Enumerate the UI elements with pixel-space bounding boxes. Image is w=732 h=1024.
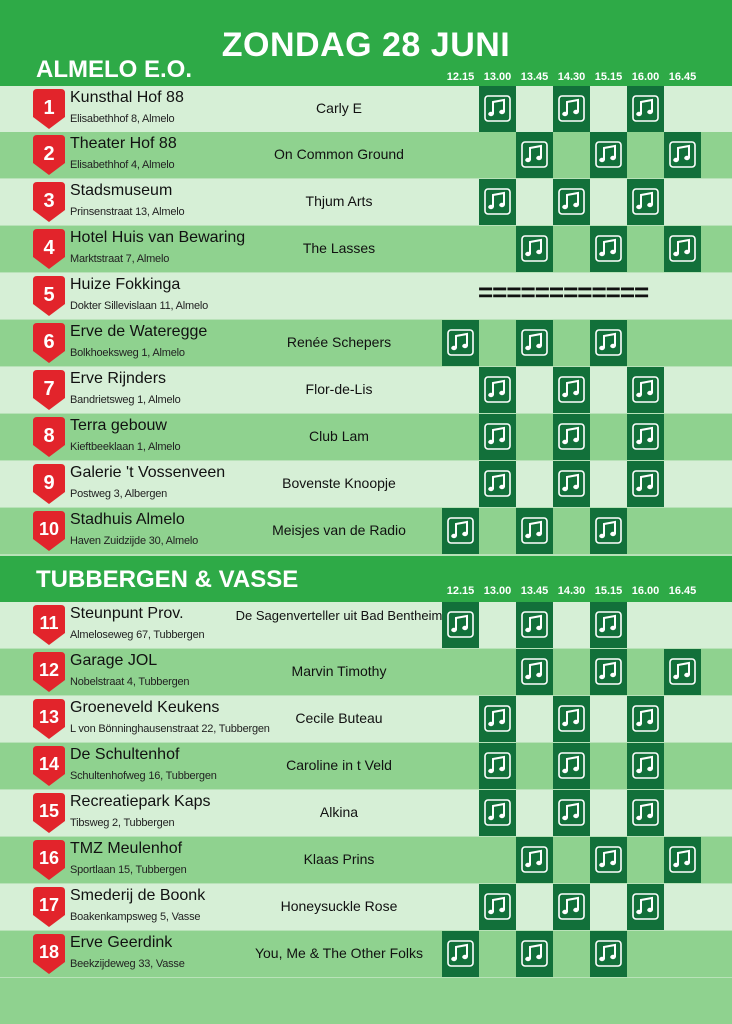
- time-slot-label: 13.00: [483, 585, 512, 597]
- artist-name: On Common Ground: [274, 146, 404, 162]
- time-slot-label: 16.45: [668, 71, 697, 83]
- time-slot-label: 16.00: [631, 71, 660, 83]
- performance-slot: [479, 414, 516, 460]
- badge-number: 16: [38, 848, 60, 868]
- location-number-badge: [33, 370, 65, 410]
- artist-name: De Sagenverteller uit Bad Bentheim: [235, 608, 443, 623]
- performance-slot: [553, 884, 590, 930]
- time-slot-label: 16.00: [631, 585, 660, 597]
- performance-slot: [553, 86, 590, 132]
- performance-slot: [590, 837, 627, 883]
- performance-slot: [516, 931, 553, 977]
- artist-name: Marvin Timothy: [291, 663, 387, 679]
- location-number-badge: [33, 417, 65, 457]
- time-slot-label: 12.15: [446, 71, 475, 83]
- venue-address: Dokter Sillevislaan 11, Almelo: [70, 300, 209, 312]
- time-slot-label: 15.15: [594, 71, 623, 83]
- performance-slot: [664, 132, 701, 178]
- performance-slot: [479, 884, 516, 930]
- location-number-badge: [33, 464, 65, 504]
- venue-address: Haven Zuidzijde 30, Almelo: [70, 535, 199, 547]
- location-number-badge: [33, 652, 65, 692]
- artist-name: Caroline in t Veld: [286, 757, 392, 773]
- performance-slot: [516, 320, 553, 366]
- location-number-badge: [33, 699, 65, 739]
- time-slot-label: 15.15: [594, 585, 623, 597]
- venue-name: TMZ Meulenhof: [70, 840, 183, 857]
- artist-name: Meisjes van de Radio: [272, 522, 406, 538]
- venue-name: Stadhuis Almelo: [70, 511, 185, 528]
- badge-number: 9: [43, 472, 55, 494]
- artist-name: Club Lam: [309, 428, 369, 444]
- performance-slot: [516, 132, 553, 178]
- performance-slot: [627, 696, 664, 742]
- performance-slot: [553, 461, 590, 507]
- artist-name: You, Me & The Other Folks: [254, 945, 424, 961]
- performance-slot: [590, 226, 627, 272]
- venue-address: Sportlaan 15, Tubbergen: [70, 864, 187, 876]
- performance-slot: [479, 461, 516, 507]
- badge-number: 8: [43, 425, 55, 447]
- location-number-badge: [33, 605, 65, 645]
- performance-slot: [479, 696, 516, 742]
- badge-number: 1: [43, 97, 55, 119]
- performance-slot: [627, 461, 664, 507]
- venue-address: Beekzijdeweg 33, Vasse: [70, 958, 185, 970]
- artist-name: Cecile Buteau: [295, 710, 383, 726]
- artist-name: Thjum Arts: [305, 193, 373, 209]
- time-slot-label: 13.45: [520, 71, 549, 83]
- badge-number: 3: [43, 190, 55, 212]
- location-number-badge: [33, 89, 65, 129]
- performance-slot: [664, 837, 701, 883]
- location-number-badge: [33, 511, 65, 551]
- cancelled-indicator: ============: [478, 277, 649, 307]
- location-number-badge: [33, 135, 65, 175]
- artist-name: Flor-de-Lis: [305, 381, 373, 397]
- location-number-badge: [33, 934, 65, 974]
- location-number-badge: [33, 840, 65, 880]
- venue-address: Schultenhofweg 16, Tubbergen: [70, 770, 217, 782]
- location-number-badge: [33, 746, 65, 786]
- performance-slot: [627, 86, 664, 132]
- performance-slot: [553, 367, 590, 413]
- venue-address: Prinsenstraat 13, Almelo: [70, 206, 185, 218]
- performance-slot: [627, 367, 664, 413]
- schedule-row: [0, 367, 732, 413]
- venue-name: Erve Geerdink: [70, 934, 173, 951]
- venue-address: L von Bönninghausenstraat 22, Tubbergen: [70, 723, 270, 735]
- artist-name: The Lasses: [302, 240, 376, 256]
- badge-number: 18: [38, 942, 60, 962]
- venue-address: Elisabethhof 4, Almelo: [70, 159, 175, 171]
- performance-slot: [627, 790, 664, 836]
- performance-slot: [516, 602, 553, 648]
- schedule-row: [0, 414, 732, 460]
- artist-name: Bovenste Knoopje: [282, 475, 396, 491]
- venue-name: Stadsmuseum: [70, 182, 173, 199]
- venue-name: Terra gebouw: [70, 417, 167, 434]
- badge-number: 5: [43, 284, 55, 306]
- performance-slot: [442, 602, 479, 648]
- venue-address: Almeloseweg 67, Tubbergen: [70, 629, 205, 641]
- performance-slot: [479, 743, 516, 789]
- badge-number: 13: [38, 707, 60, 727]
- performance-slot: [553, 414, 590, 460]
- performance-slot: [479, 179, 516, 225]
- performance-slot: [479, 790, 516, 836]
- schedule-row: [0, 508, 732, 554]
- location-number-badge: [33, 182, 65, 222]
- time-slot-label: 13.00: [483, 71, 512, 83]
- performance-slot: [479, 367, 516, 413]
- performance-slot: [553, 790, 590, 836]
- performance-slot: [627, 414, 664, 460]
- performance-slot: [590, 931, 627, 977]
- performance-slot: [590, 508, 627, 554]
- venue-name: Huize Fokkinga: [70, 276, 181, 293]
- badge-number: 17: [38, 895, 60, 915]
- performance-slot: [590, 649, 627, 695]
- location-number-badge: [33, 229, 65, 269]
- schedule-row: [0, 696, 732, 742]
- footer-band: [0, 978, 732, 1024]
- location-number-badge: [33, 323, 65, 363]
- badge-number: 2: [43, 143, 55, 165]
- schedule-row: [0, 132, 732, 178]
- location-number-badge: [33, 276, 65, 316]
- performance-slot: [664, 226, 701, 272]
- page-title: ZONDAG 28 JUNI: [221, 26, 511, 64]
- badge-number: 15: [38, 801, 60, 821]
- venue-name: Erve Rijnders: [70, 370, 167, 387]
- schedule-row: [0, 179, 732, 225]
- schedule-row: [0, 837, 732, 883]
- performance-slot: [442, 320, 479, 366]
- venue-name: Steunpunt Prov.: [70, 605, 184, 622]
- performance-slot: [553, 696, 590, 742]
- venue-address: Boakenkampsweg 5, Vasse: [70, 911, 201, 923]
- time-slot-label: 16.45: [668, 585, 697, 597]
- location-number-badge: [33, 887, 65, 927]
- location-number-badge: [33, 793, 65, 833]
- performance-slot: [516, 226, 553, 272]
- venue-name: Groeneveld Keukens: [70, 699, 220, 716]
- schedule-row: [0, 226, 732, 272]
- venue-name: Smederij de Boonk: [70, 887, 206, 904]
- time-slot-label: 14.30: [557, 71, 586, 83]
- performance-slot: [664, 649, 701, 695]
- artist-name: Renée Schepers: [286, 334, 392, 350]
- venue-name: Recreatiepark Kaps: [70, 793, 211, 810]
- performance-slot: [627, 884, 664, 930]
- artist-name: Honeysuckle Rose: [280, 898, 398, 914]
- performance-slot: [553, 179, 590, 225]
- performance-slot: [516, 649, 553, 695]
- badge-number: 6: [43, 331, 55, 353]
- venue-name: De Schultenhof: [70, 746, 180, 763]
- performance-slot: [516, 837, 553, 883]
- venue-name: Galerie 't Vossenveen: [70, 464, 226, 481]
- badge-number: 4: [43, 237, 55, 259]
- schedule-row: [0, 649, 732, 695]
- badge-number: 12: [38, 660, 60, 680]
- schedule-row: [0, 931, 732, 977]
- performance-slot: [627, 743, 664, 789]
- venue-name: Kunsthal Hof 88: [70, 89, 184, 106]
- badge-number: 11: [39, 613, 59, 633]
- section-title: TUBBERGEN & VASSE: [36, 566, 299, 593]
- artist-name: Carly E: [316, 100, 362, 116]
- schedule-row: [0, 461, 732, 507]
- schedule-row: [0, 86, 732, 132]
- section-title: ALMELO E.O.: [36, 56, 192, 83]
- performance-slot: [442, 508, 479, 554]
- artist-name: Alkina: [319, 804, 359, 820]
- badge-number: 7: [43, 378, 55, 400]
- time-slot-label: 12.15: [446, 585, 475, 597]
- venue-address: Bolkhoeksweg 1, Almelo: [70, 347, 185, 359]
- venue-address: Nobelstraat 4, Tubbergen: [70, 676, 190, 688]
- venue-name: Erve de Wateregge: [70, 323, 208, 340]
- schedule-row: [0, 602, 732, 648]
- time-slot-label: 14.30: [557, 585, 586, 597]
- venue-address: Elisabethhof 8, Almelo: [70, 113, 175, 125]
- badge-number: 14: [38, 754, 60, 774]
- performance-slot: [442, 931, 479, 977]
- schedule-row: [0, 320, 732, 366]
- performance-slot: [627, 179, 664, 225]
- performance-slot: [590, 320, 627, 366]
- performance-slot: [590, 602, 627, 648]
- performance-slot: [516, 508, 553, 554]
- schedule-row: [0, 743, 732, 789]
- performance-slot: [479, 86, 516, 132]
- venue-name: Hotel Huis van Bewaring: [70, 229, 246, 246]
- venue-address: Kieftbeeklaan 1, Almelo: [70, 441, 181, 453]
- venue-address: Bandrietsweg 1, Almelo: [70, 394, 181, 406]
- venue-address: Tibsweg 2, Tubbergen: [70, 817, 175, 829]
- venue-name: Theater Hof 88: [70, 135, 177, 152]
- schedule-row: [0, 790, 732, 836]
- schedule-row: [0, 273, 732, 319]
- artist-name: Klaas Prins: [303, 851, 375, 867]
- badge-number: 10: [38, 519, 60, 539]
- time-slot-label: 13.45: [520, 585, 549, 597]
- schedule-row: [0, 884, 732, 930]
- venue-address: Postweg 3, Albergen: [70, 488, 168, 500]
- venue-address: Marktstraat 7, Almelo: [70, 253, 170, 265]
- performance-slot: [590, 132, 627, 178]
- performance-slot: [553, 743, 590, 789]
- venue-name: Garage JOL: [70, 652, 158, 669]
